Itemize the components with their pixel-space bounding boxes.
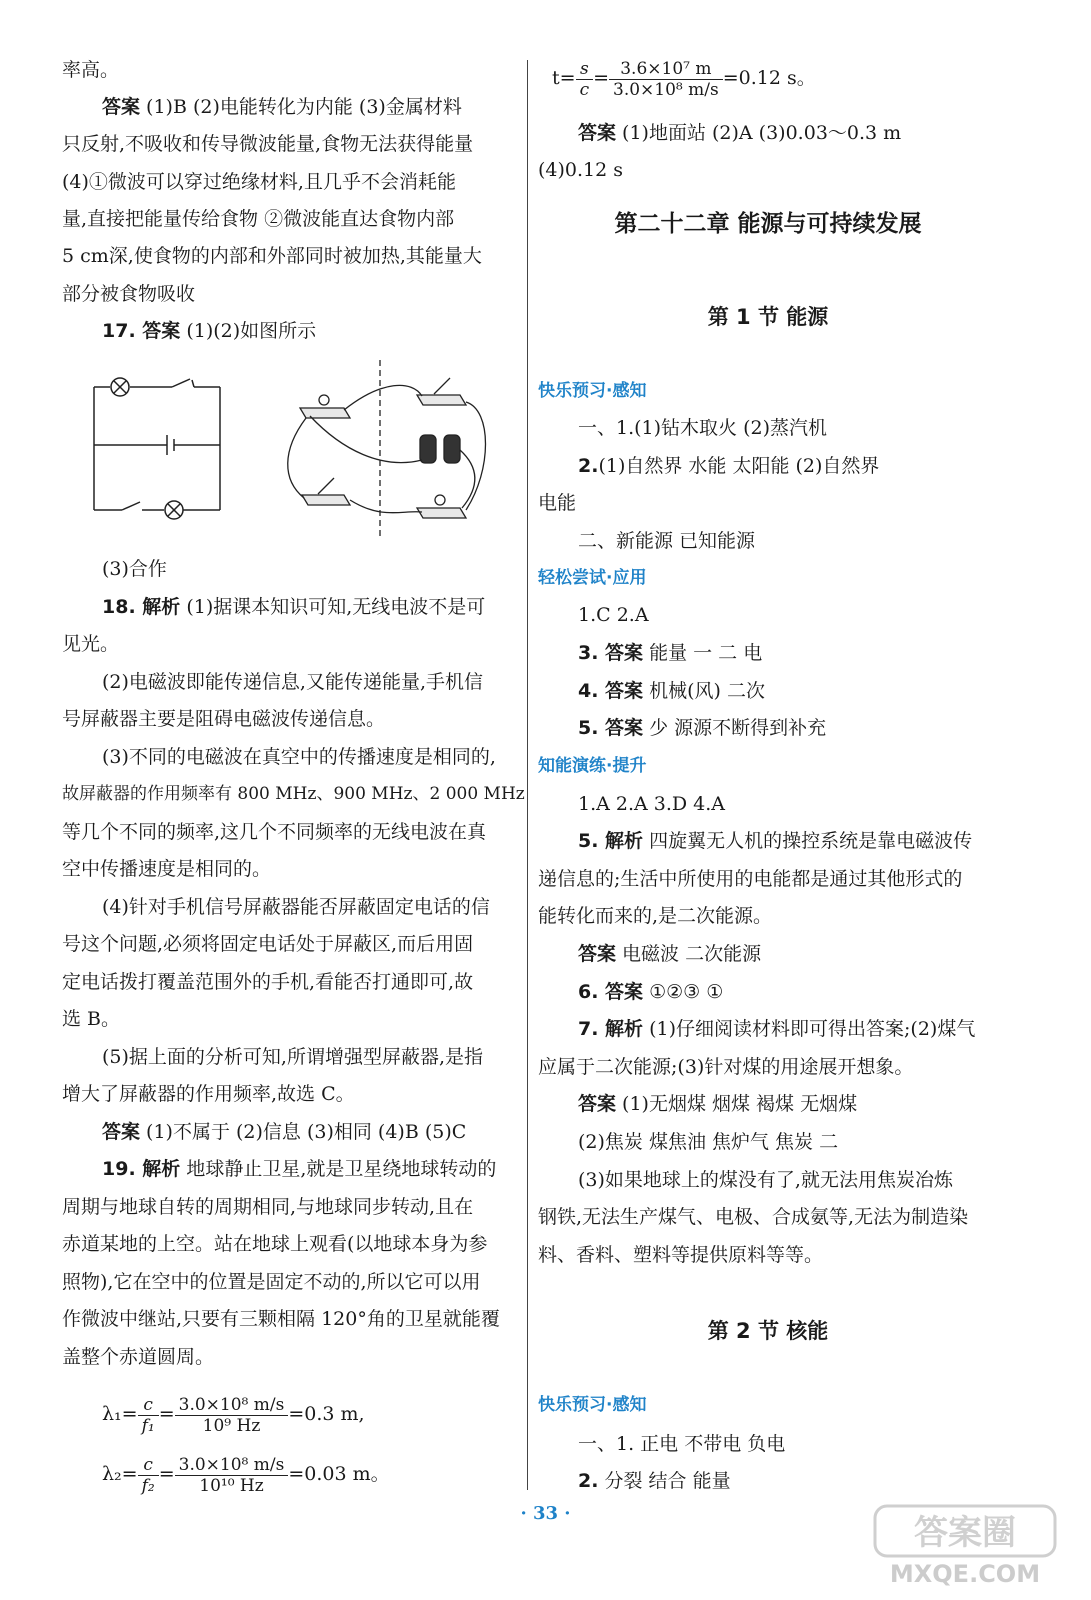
question-label: 5. 解析 bbox=[578, 830, 644, 852]
text-line: 钢铁,无法生产煤气、电极、合成氨等,无法为制造染 bbox=[538, 1206, 969, 1228]
text-line: 作微波中继站,只要有三颗相隔 120°角的卫星就能覆 bbox=[62, 1308, 500, 1330]
question-label: 17. 答案 bbox=[102, 320, 181, 342]
text-line: (2)电磁波即能传递信息,又能传递能量,手机信 bbox=[102, 671, 483, 693]
text-line: 部分被食物吸收 bbox=[62, 283, 196, 305]
answer-line bbox=[102, 319, 316, 343]
formula-result: =0.03 m。 bbox=[288, 1463, 390, 1485]
fraction bbox=[175, 1395, 289, 1436]
watermark-url: MXQE.COM bbox=[889, 1560, 1041, 1588]
section-title: 第 1 节 能源 bbox=[707, 305, 829, 329]
question-label: 3. 答案 bbox=[578, 642, 644, 664]
text-line: (4)0.12 s bbox=[538, 159, 624, 181]
answer-text: 少 源源不断得到补充 bbox=[643, 717, 827, 739]
formula-time bbox=[552, 56, 816, 100]
answer-line bbox=[578, 679, 765, 703]
analysis-text: (1)据课本知识可知,无线电波不是可 bbox=[180, 596, 486, 618]
answer-line bbox=[102, 1120, 466, 1144]
text-line: 1.C 2.A bbox=[578, 604, 649, 626]
text-line: 5 cm深,使食物的内部和外部同时被加热,其能量大 bbox=[62, 245, 482, 267]
text-line: 料、香料、塑料等提供原料等等。 bbox=[538, 1244, 824, 1266]
text-line: 二、新能源 已知能源 bbox=[578, 530, 756, 552]
numerator: s bbox=[576, 59, 594, 80]
answer-line bbox=[578, 980, 723, 1004]
block-heading: 快乐预习·感知 bbox=[538, 1395, 647, 1415]
formula-result: =0.12 s。 bbox=[722, 67, 816, 89]
analysis-line bbox=[102, 1157, 496, 1181]
answer-text: 能量 一 二 电 bbox=[643, 642, 763, 664]
text-line bbox=[578, 1469, 731, 1493]
denominator: f₂ bbox=[141, 1475, 155, 1496]
answer-text: (1)不属于 (2)信息 (3)相同 (4)B (5)C bbox=[140, 1121, 467, 1143]
watermark-title: 答案圈 bbox=[914, 1513, 1016, 1553]
answer-label: 答案 bbox=[578, 1093, 617, 1115]
item-text: 分裂 结合 能量 bbox=[598, 1470, 731, 1492]
circuit-diagrams bbox=[82, 350, 522, 550]
formula-result: =0.3 m, bbox=[288, 1403, 365, 1425]
numerator: c bbox=[138, 1395, 159, 1416]
answer-label: 答案 bbox=[578, 943, 617, 965]
text-line: 照物),它在空中的位置是固定不动的,所以它可以用 bbox=[62, 1271, 481, 1293]
text-line: 见光。 bbox=[62, 633, 120, 655]
denominator: 3.0×10⁸ m/s bbox=[613, 79, 719, 100]
formula-lhs: t= bbox=[552, 67, 576, 89]
item-number: 2. bbox=[578, 455, 599, 477]
section-title: 第 2 节 核能 bbox=[707, 1319, 829, 1343]
answer-line bbox=[578, 716, 826, 740]
text-line: (2)焦炭 煤焦油 焦炉气 焦炭 二 bbox=[578, 1131, 839, 1153]
text-line: (4)针对手机信号屏蔽器能否屏蔽固定电话的信 bbox=[102, 896, 490, 918]
text-line: 故屏蔽器的作用频率有 800 MHz、900 MHz、2 000 MHz bbox=[62, 784, 525, 804]
text-line: 量,直接把能量传给食物 ②微波能直达食物内部 bbox=[62, 208, 455, 230]
numerator: 3.0×10⁸ m/s bbox=[175, 1395, 289, 1416]
question-label: 5. 答案 bbox=[578, 717, 644, 739]
fraction bbox=[138, 1395, 159, 1436]
question-label: 19. 解析 bbox=[102, 1158, 181, 1180]
chapter-title: 第二十二章 能源与可持续发展 bbox=[614, 211, 922, 237]
answer-label: 答案 bbox=[102, 1121, 141, 1143]
text-line: 只反射,不吸收和传导微波能量,食物无法获得能量 bbox=[62, 133, 474, 155]
text-line: 能转化而来的,是二次能源。 bbox=[538, 905, 773, 927]
text-line: 增大了屏蔽器的作用频率,故选 C。 bbox=[62, 1083, 355, 1105]
numerator: 3.6×10⁷ m bbox=[609, 59, 723, 80]
fraction bbox=[138, 1455, 159, 1496]
answer-label: 答案 bbox=[102, 96, 141, 118]
analysis-text: (1)仔细阅读材料即可得出答案;(2)煤气 bbox=[643, 1018, 976, 1040]
block-heading: 知能演练·提升 bbox=[538, 756, 647, 776]
text-line: 盖整个赤道圆周。 bbox=[62, 1346, 215, 1368]
item-number: 2. bbox=[578, 1470, 599, 1492]
numerator: c bbox=[138, 1455, 159, 1476]
analysis-line bbox=[578, 1017, 975, 1041]
text-line: 一、1.(1)钻木取火 (2)蒸汽机 bbox=[578, 417, 827, 439]
fraction bbox=[609, 59, 723, 100]
block-heading: 轻松尝试·应用 bbox=[538, 568, 647, 588]
fraction bbox=[576, 59, 594, 100]
text-line: 一、1. 正电 不带电 负电 bbox=[578, 1433, 786, 1455]
answer-line bbox=[578, 641, 762, 665]
equals-sign: = bbox=[158, 1403, 175, 1425]
text-line: (4)①微波可以穿过绝缘材料,且几乎不会消耗能 bbox=[62, 171, 456, 193]
text-line: (3)如果地球上的煤没有了,就无法用焦炭冶炼 bbox=[578, 1169, 953, 1191]
text-line bbox=[578, 454, 879, 478]
denominator: f₁ bbox=[141, 1415, 155, 1436]
text-line: (3)合作 bbox=[102, 558, 167, 580]
column-divider bbox=[527, 60, 528, 1490]
formula-lambda2 bbox=[102, 1452, 390, 1496]
text-line: 号这个问题,必须将固定电话处于屏蔽区,而后用固 bbox=[62, 933, 474, 955]
circuit-schematic bbox=[94, 378, 220, 519]
denominator: 10¹⁰ Hz bbox=[199, 1475, 264, 1496]
formula-lhs: λ₁= bbox=[102, 1403, 138, 1425]
text-line: 空中传播速度是相同的。 bbox=[62, 858, 272, 880]
analysis-text: 地球静止卫星,就是卫星绕地球转动的 bbox=[180, 1158, 497, 1180]
denominator: 10⁹ Hz bbox=[202, 1415, 261, 1436]
text-line: 电能 bbox=[538, 492, 577, 514]
answer-line bbox=[578, 1092, 857, 1116]
page-number: · 33 · bbox=[520, 1503, 571, 1524]
answer-line bbox=[578, 942, 761, 966]
text-line: 赤道某地的上空。站在地球上观看(以地球本身为参 bbox=[62, 1233, 488, 1255]
text-line: 率高。 bbox=[62, 59, 120, 81]
answer-text: ①②③ ① bbox=[643, 981, 724, 1003]
question-label: 4. 答案 bbox=[578, 680, 644, 702]
answer-text: 机械(风) 二次 bbox=[643, 680, 765, 702]
answer-text: (1)地面站 (2)A (3)0.03～0.3 m bbox=[616, 122, 902, 144]
text-line: 1.A 2.A 3.D 4.A bbox=[578, 793, 726, 815]
text-line: 定电话拨打覆盖范围外的手机,看能否打通即可,故 bbox=[62, 971, 474, 993]
text-line: (5)据上面的分析可知,所谓增强型屏蔽器,是指 bbox=[102, 1046, 483, 1068]
text-line: 递信息的;生活中所使用的电能都是通过其他形式的 bbox=[538, 868, 963, 890]
formula-lambda1 bbox=[102, 1392, 365, 1436]
numerator: 3.0×10⁸ m/s bbox=[175, 1455, 289, 1476]
fraction bbox=[175, 1455, 289, 1496]
equals-sign: = bbox=[158, 1463, 175, 1485]
question-label: 6. 答案 bbox=[578, 981, 644, 1003]
answer-text: (1)(2)如图所示 bbox=[180, 320, 317, 342]
item-text: (1)自然界 水能 太阳能 (2)自然界 bbox=[598, 455, 880, 477]
text-line: 等几个不同的频率,这几个不同频率的无线电波在真 bbox=[62, 821, 487, 843]
question-label: 7. 解析 bbox=[578, 1018, 644, 1040]
watermark-logo bbox=[865, 1500, 1065, 1590]
answer-text: (1)B (2)电能转化为内能 (3)金属材料 bbox=[140, 96, 462, 118]
text-line: 应属于二次能源;(3)针对煤的用途展开想象。 bbox=[538, 1056, 914, 1078]
formula-lhs: λ₂= bbox=[102, 1463, 138, 1485]
text-line: 号屏蔽器主要是阻碍电磁波传递信息。 bbox=[62, 708, 386, 730]
text-line: (3)不同的电磁波在真空中的传播速度是相同的, bbox=[102, 746, 496, 768]
question-label: 18. 解析 bbox=[102, 596, 181, 618]
equals-sign: = bbox=[593, 67, 610, 89]
denominator: c bbox=[579, 79, 590, 100]
block-heading: 快乐预习·感知 bbox=[538, 381, 647, 401]
answer-text: 电磁波 二次能源 bbox=[616, 943, 762, 965]
text-line: 选 B。 bbox=[62, 1008, 121, 1030]
text-line: 周期与地球自转的周期相同,与地球同步转动,且在 bbox=[62, 1196, 474, 1218]
answer-label: 答案 bbox=[578, 122, 617, 144]
answer-text: (1)无烟煤 烟煤 褐煤 无烟煤 bbox=[616, 1093, 858, 1115]
circuit-physical bbox=[288, 360, 486, 540]
analysis-line bbox=[578, 829, 972, 853]
answer-line bbox=[578, 121, 901, 145]
answer-line bbox=[102, 95, 462, 119]
analysis-text: 四旋翼无人机的操控系统是靠电磁波传 bbox=[643, 830, 973, 852]
analysis-line bbox=[102, 595, 485, 619]
